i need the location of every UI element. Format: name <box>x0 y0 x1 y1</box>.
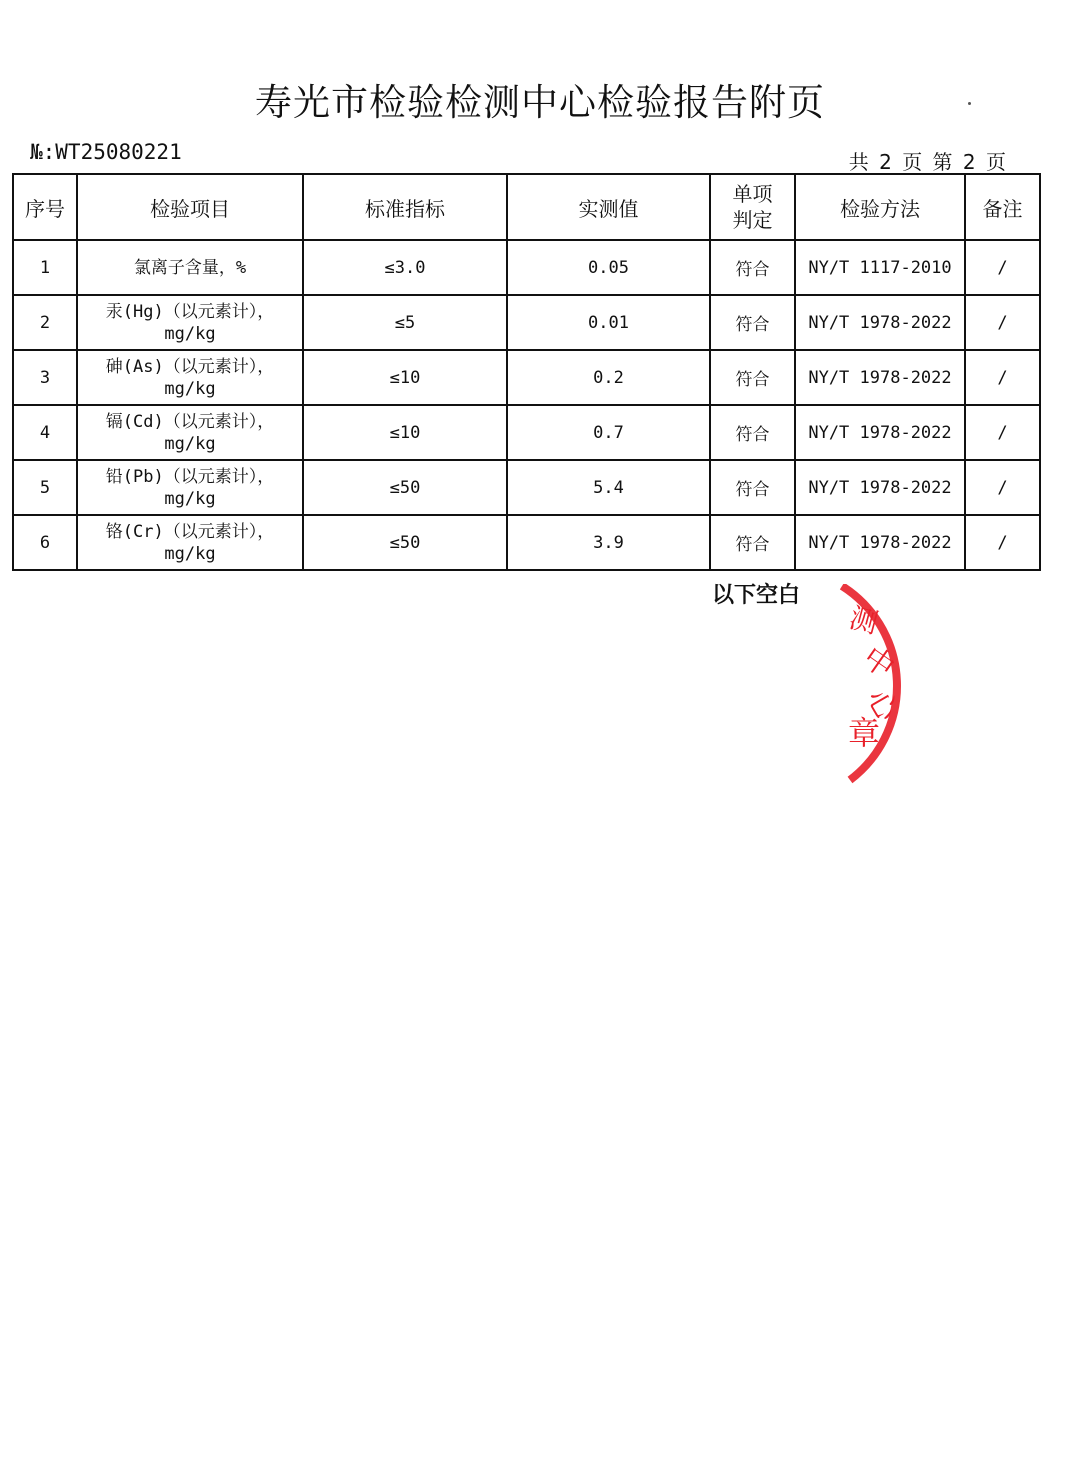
row-remark: / <box>965 240 1040 295</box>
row-method: NY/T 1117-2010 <box>795 240 965 295</box>
header-no: 序号 <box>13 174 77 240</box>
row-item <box>77 295 303 350</box>
row-standard: ≤10 <box>303 405 507 460</box>
row-no: 1 <box>13 240 77 295</box>
row-method: NY/T 1978-2022 <box>795 350 965 405</box>
seal-char-2: 中 <box>856 640 901 686</box>
item-unit: mg/kg <box>164 323 216 344</box>
row-no: 3 <box>13 350 77 405</box>
row-judgement: 符合 <box>710 295 795 350</box>
row-judgement: 符合 <box>710 460 795 515</box>
item-unit: mg/kg <box>164 543 216 564</box>
row-measured: 5.4 <box>507 460 710 515</box>
row-method: NY/T 1978-2022 <box>795 405 965 460</box>
item-name: 镉(Cd)（以元素计）， <box>105 411 275 432</box>
row-judgement: 符合 <box>710 240 795 295</box>
row-method: NY/T 1978-2022 <box>795 460 965 515</box>
row-measured: 0.7 <box>507 405 710 460</box>
header-judgement-top: 单项 <box>732 182 773 206</box>
item-name: 砷(As)（以元素计）， <box>105 356 275 377</box>
report-number: №:WT25080221 <box>30 140 182 164</box>
row-judgement: 符合 <box>710 350 795 405</box>
report-title: 寿光市检验检测中心检验报告附页 <box>255 81 825 124</box>
item-unit: mg/kg <box>164 433 216 454</box>
table-row <box>13 350 1040 405</box>
row-remark: / <box>965 460 1040 515</box>
row-standard: ≤3.0 <box>303 240 507 295</box>
seal-char-4: 章 <box>848 714 881 752</box>
row-measured: 0.01 <box>507 295 710 350</box>
table-row <box>13 240 1040 295</box>
row-item <box>77 350 303 405</box>
header-method: 检验方法 <box>795 174 965 240</box>
seal-char-3: 心 <box>859 683 905 727</box>
header-remark: 备注 <box>965 174 1040 240</box>
row-measured: 0.2 <box>507 350 710 405</box>
seal-char-1: 测 <box>845 600 882 641</box>
row-standard: ≤50 <box>303 460 507 515</box>
page-info: 共 2 页 第 2 页 <box>848 150 1008 174</box>
row-no: 6 <box>13 515 77 570</box>
item-name: 铅(Pb)（以元素计）， <box>105 466 275 487</box>
row-remark: / <box>965 405 1040 460</box>
row-item <box>77 405 303 460</box>
row-method: NY/T 1978-2022 <box>795 295 965 350</box>
item-unit: mg/kg <box>164 488 216 509</box>
item-unit: mg/kg <box>164 378 216 399</box>
row-measured: 0.05 <box>507 240 710 295</box>
row-remark: / <box>965 515 1040 570</box>
table-row <box>13 460 1040 515</box>
table-row <box>13 405 1040 460</box>
row-standard: ≤5 <box>303 295 507 350</box>
row-item <box>77 460 303 515</box>
blank-below-note: 以下空白 <box>712 583 801 608</box>
header-judgement-bottom: 判定 <box>732 208 773 232</box>
row-no: 5 <box>13 460 77 515</box>
row-measured: 3.9 <box>507 515 710 570</box>
header-item: 检验项目 <box>77 174 303 240</box>
row-item <box>77 240 303 295</box>
row-judgement: 符合 <box>710 515 795 570</box>
row-remark: / <box>965 350 1040 405</box>
header-judgement <box>710 174 795 240</box>
official-seal-stamp <box>820 584 920 784</box>
header-measured: 实测值 <box>507 174 710 240</box>
results-table <box>12 173 1041 571</box>
item-name: 氯离子含量，% <box>133 257 247 278</box>
row-standard: ≤50 <box>303 515 507 570</box>
header-standard: 标准指标 <box>303 174 507 240</box>
row-judgement: 符合 <box>710 405 795 460</box>
table-row <box>13 295 1040 350</box>
row-item <box>77 515 303 570</box>
scan-speck <box>968 102 971 105</box>
row-method: NY/T 1978-2022 <box>795 515 965 570</box>
row-no: 4 <box>13 405 77 460</box>
row-standard: ≤10 <box>303 350 507 405</box>
row-no: 2 <box>13 295 77 350</box>
item-name: 铬(Cr)（以元素计）， <box>105 521 275 542</box>
row-remark: / <box>965 295 1040 350</box>
item-name: 汞(Hg)（以元素计）， <box>105 301 275 322</box>
table-header-row <box>13 174 1040 240</box>
table-row <box>13 515 1040 570</box>
